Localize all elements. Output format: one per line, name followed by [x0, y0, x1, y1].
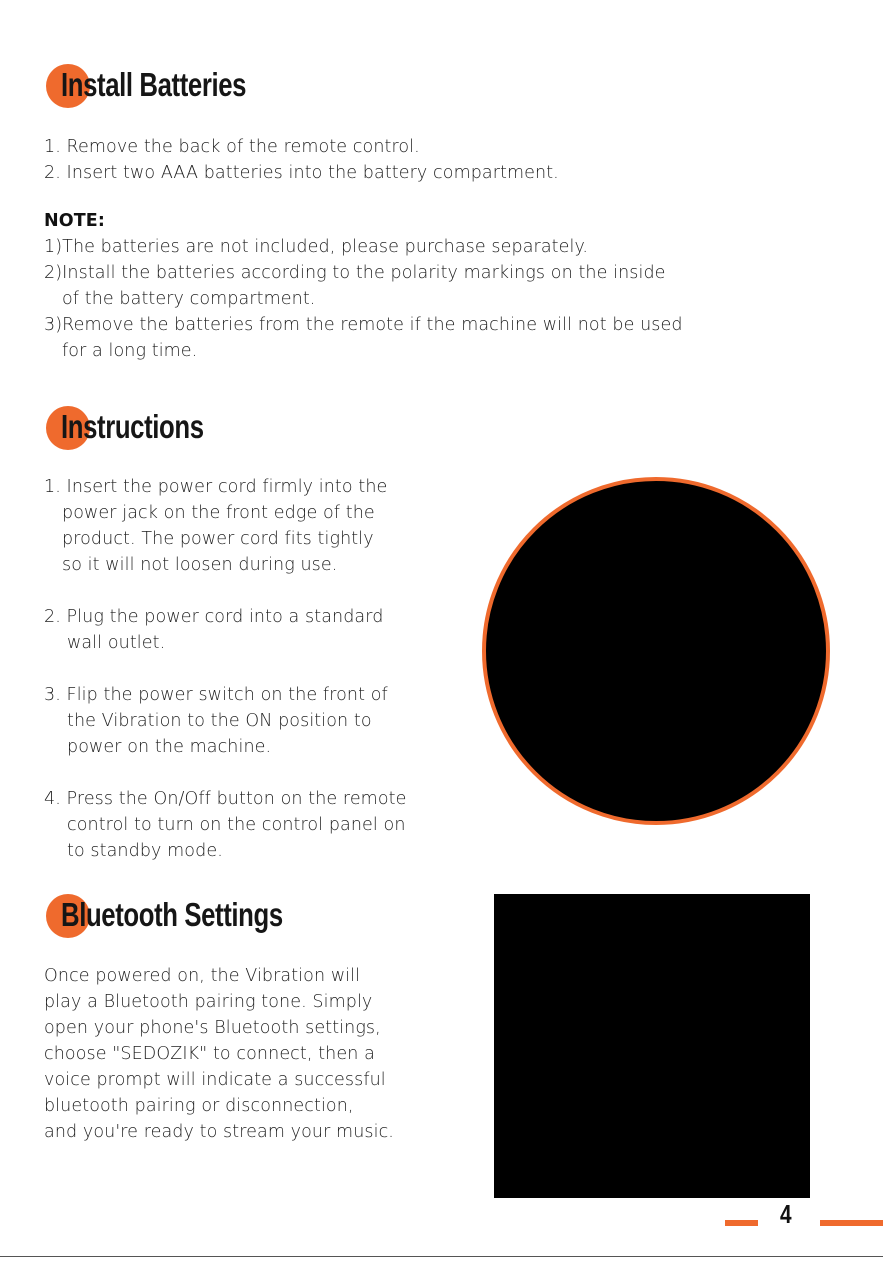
instruction-line: power on the machine.	[67, 737, 272, 757]
note-2-cont: of the battery compartment.	[62, 289, 316, 309]
note-3: 3)Remove the batteries from the remote if the machine will not be used	[44, 315, 683, 335]
note-3-cont: for a long time.	[62, 341, 198, 361]
instruction-line: so it will not loosen during use.	[62, 555, 338, 575]
bluetooth-line: bluetooth pairing or disconnection,	[44, 1096, 354, 1116]
instruction-line: 2. Plug the power cord into a standard	[44, 607, 384, 627]
bluetooth-text	[44, 963, 394, 1145]
product-photo-rect	[494, 894, 810, 1198]
battery-step-2: 2. Insert two AAA batteries into the battery compartment.	[44, 163, 559, 183]
bluetooth-line: open your phone's Bluetooth settings,	[44, 1018, 381, 1038]
battery-notes	[44, 208, 683, 364]
page-number-bar-left	[725, 1220, 758, 1226]
instruction-line: control to turn on the control panel on	[67, 815, 406, 835]
instruction-line: product. The power cord fits tightly	[62, 529, 374, 549]
battery-steps	[44, 134, 559, 186]
heading-title: Install Batteries	[61, 66, 247, 103]
battery-step-1: 1. Remove the back of the remote control.	[44, 137, 420, 157]
instruction-line: 3. Flip the power switch on the front of	[44, 685, 388, 705]
bluetooth-line: choose "SEDOZIK" to connect, then a	[44, 1044, 375, 1064]
page-number: 4	[780, 1199, 792, 1229]
bluetooth-line: play a Bluetooth pairing tone. Simply	[44, 992, 373, 1012]
note-1: 1)The batteries are not included, please purchase separately.	[44, 237, 589, 257]
bluetooth-line: voice prompt will indicate a successful	[44, 1070, 386, 1090]
instruction-line: power jack on the front edge of the	[62, 503, 375, 523]
product-photo-circle	[482, 477, 830, 825]
instruction-line: 1. Insert the power cord firmly into the	[44, 477, 388, 497]
heading-title: Instructions	[61, 408, 204, 445]
bluetooth-line: Once powered on, the Vibration will	[44, 966, 361, 986]
instruction-line: 4. Press the On/Off button on the remote	[44, 789, 407, 809]
heading-title: Bluetooth Settings	[61, 896, 283, 933]
note-label: NOTE:	[44, 211, 105, 231]
bottom-rule	[0, 1256, 883, 1257]
bluetooth-line: and you're ready to stream your music.	[44, 1122, 394, 1142]
instruction-line: wall outlet.	[67, 633, 166, 653]
note-2: 2)Install the batteries according to the polarity markings on the inside	[44, 263, 666, 283]
instruction-line: to standby mode.	[67, 841, 223, 861]
instruction-steps	[44, 474, 406, 864]
instruction-line: the Vibration to the ON position to	[67, 711, 372, 731]
page-number-bar-right	[820, 1220, 883, 1226]
